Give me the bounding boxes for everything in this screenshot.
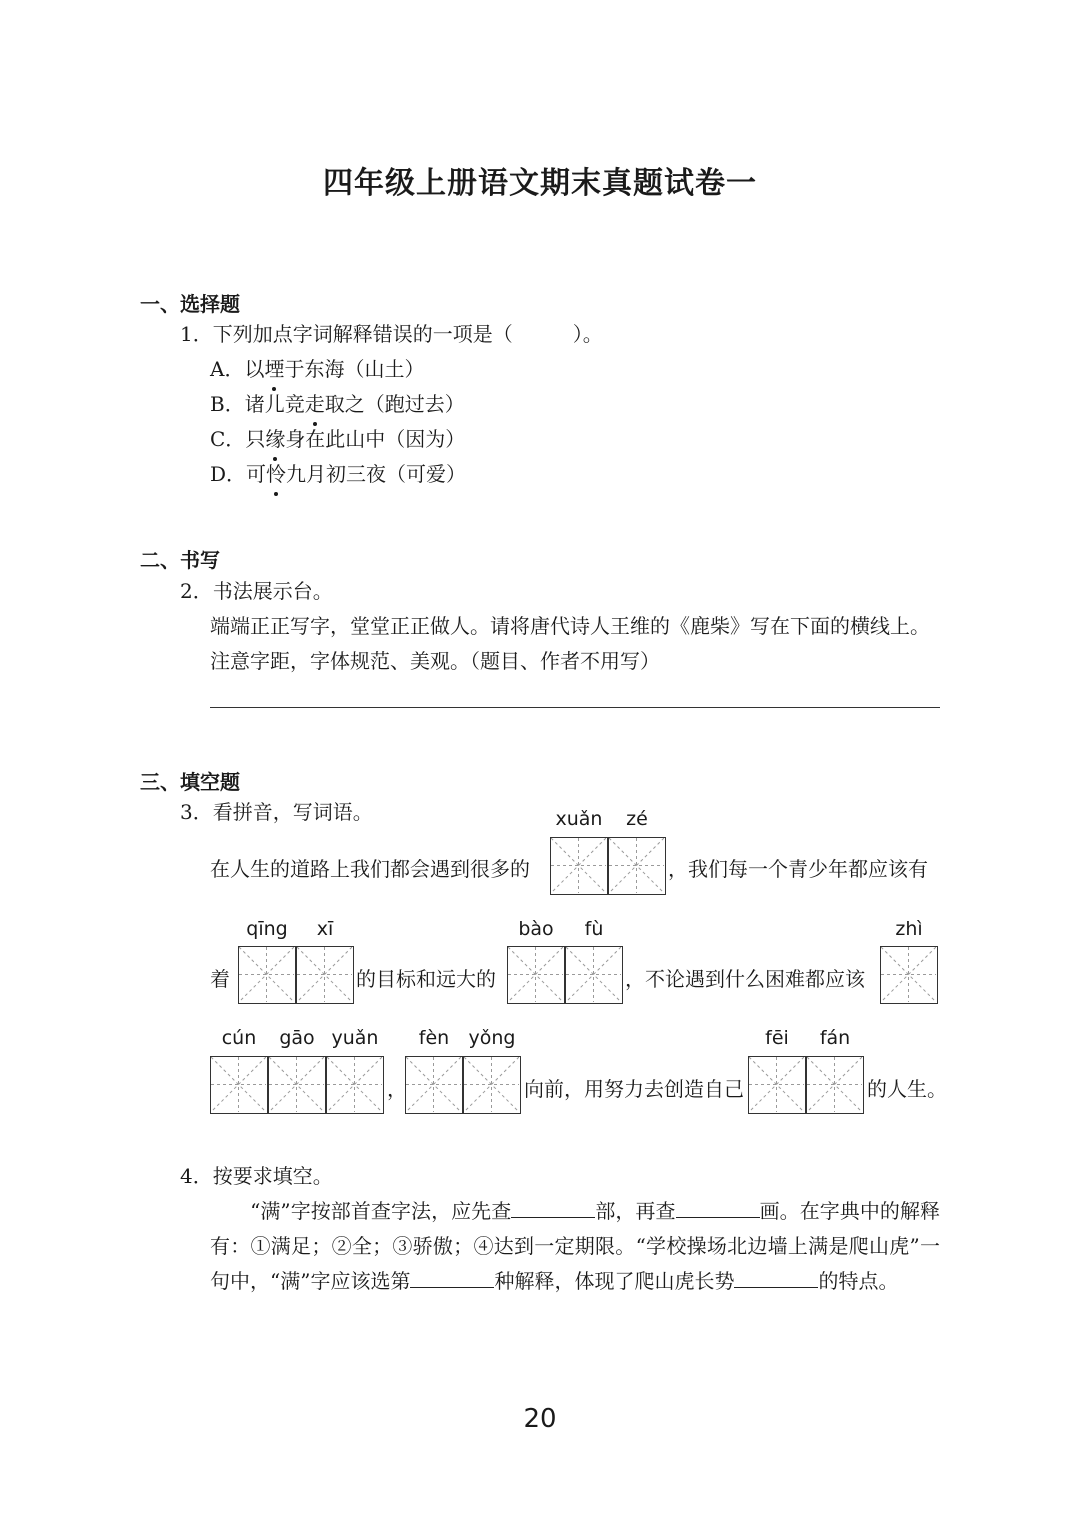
sentence-part: 的目标和远大的: [356, 967, 496, 991]
pinyin-label: gāo: [279, 1027, 315, 1049]
question-2-instruction-1: 端端正正写字，堂堂正正做人。请将唐代诗人王维的《鹿柴》写在下面的横线上。: [210, 614, 930, 638]
writing-grid-box[interactable]: [565, 946, 623, 1004]
pinyin-label: yǒng: [468, 1027, 516, 1049]
fill-blank[interactable]: [676, 1197, 760, 1218]
section-heading-writing: 二、书写: [140, 548, 220, 572]
fill-blank[interactable]: [511, 1197, 595, 1218]
pinyin-label: qīng: [246, 918, 288, 940]
sentence-part: 向前，用努力去创造自己: [524, 1077, 744, 1101]
sentence-part: ，: [387, 1077, 407, 1101]
pinyin-label: bào: [518, 918, 554, 940]
emphasis-dot-char: 走: [304, 392, 325, 416]
pinyin-label: fēi: [765, 1027, 789, 1049]
option-c: C．只缘身在此山中（因为）: [210, 427, 466, 451]
pinyin-label: zhì: [895, 918, 923, 940]
question-2-stem: 2．书法展示台。: [180, 579, 333, 603]
question-3-stem: 3．看拼音，写词语。: [180, 800, 373, 824]
pinyin-label: zé: [626, 808, 648, 830]
writing-grid-box[interactable]: [608, 837, 666, 895]
question-2-instruction-2: 注意字距，字体规范、美观。（题目、作者不用写）: [210, 649, 660, 673]
option-b: B．诸儿竞走取之（跑过去）: [210, 392, 465, 416]
sentence-part: ，不论遇到什么困难都应该: [625, 967, 865, 991]
writing-line[interactable]: [210, 707, 940, 708]
sentence-part: 的人生。: [867, 1077, 947, 1101]
option-d: D．可怜九月初三夜（可爱）: [210, 462, 467, 486]
writing-grid-box[interactable]: [210, 1056, 268, 1114]
page-title: 四年级上册语文期末真题试卷一: [323, 166, 757, 201]
writing-grid-box[interactable]: [268, 1056, 326, 1114]
question-4-paragraph: “满”字按部首查字法，应先查 部，再查 画。在字典中的解释有：①满足；②全；③骄傲；④达到一定期限。“学校操场北边墙上满是爬山虎”一句中，“满”字应该选第 种解释，体现了爬山虎长势 的特点。: [210, 1199, 941, 1293]
section-heading-fill: 三、填空题: [140, 770, 240, 794]
pinyin-label: xuǎn: [555, 808, 603, 830]
writing-grid-box[interactable]: [463, 1056, 521, 1114]
pinyin-label: xī: [316, 918, 334, 940]
page-number: 20: [523, 1404, 557, 1434]
sentence-part: 在人生的道路上我们都会遇到很多的: [210, 857, 530, 881]
question-1-stem: 1．下列加点字词解释错误的一项是（ ）。: [180, 322, 603, 346]
section-heading-choice: 一、选择题: [140, 292, 240, 316]
writing-grid-box[interactable]: [880, 946, 938, 1004]
writing-grid-box[interactable]: [405, 1056, 463, 1114]
pinyin-label: cún: [221, 1027, 257, 1049]
writing-grid-box[interactable]: [238, 946, 296, 1004]
writing-grid-box[interactable]: [748, 1056, 806, 1114]
sentence-part: 着: [210, 967, 230, 991]
writing-grid-box[interactable]: [550, 837, 608, 895]
pinyin-label: fán: [819, 1027, 851, 1049]
option-a: A．以堙于东海（山土）: [210, 357, 425, 381]
emphasis-dot-char: 堙: [264, 357, 285, 381]
writing-grid-box[interactable]: [296, 946, 354, 1004]
fill-blank[interactable]: [734, 1267, 818, 1288]
pinyin-label: fèn: [418, 1027, 450, 1049]
pinyin-label: yuǎn: [331, 1027, 379, 1049]
pinyin-label: fù: [584, 918, 604, 940]
emphasis-dot-char: 怜: [266, 462, 287, 486]
emphasis-dot-char: 缘: [265, 427, 286, 451]
writing-grid-box[interactable]: [806, 1056, 864, 1114]
fill-blank[interactable]: [410, 1267, 494, 1288]
writing-grid-box[interactable]: [326, 1056, 384, 1114]
sentence-part: ，我们每一个青少年都应该有: [668, 857, 928, 881]
question-4-stem: 4．按要求填空。: [180, 1164, 333, 1188]
writing-grid-box[interactable]: [507, 946, 565, 1004]
